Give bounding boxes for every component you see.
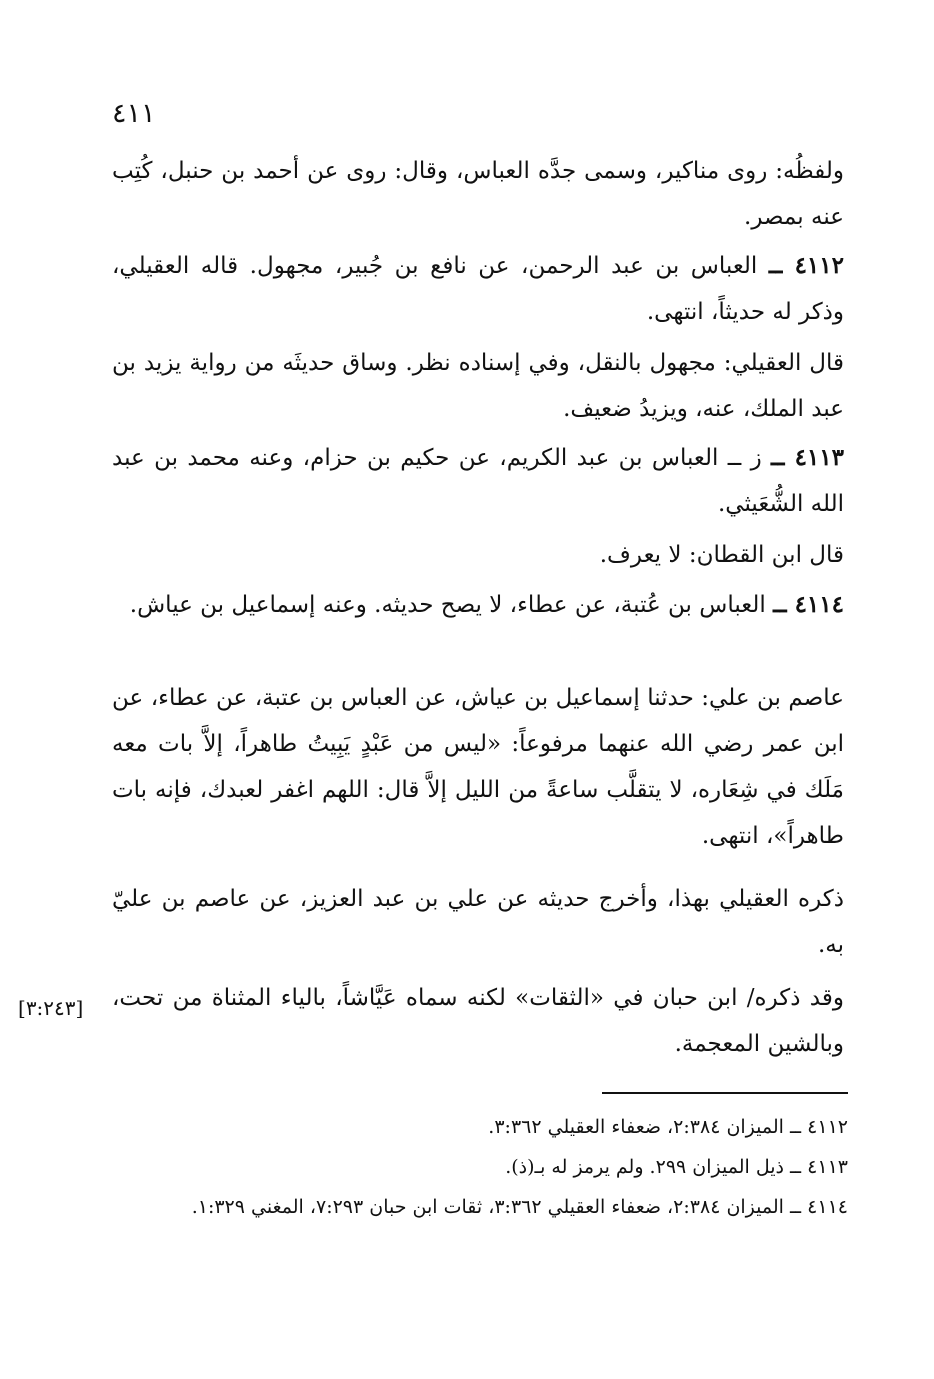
- entry-4113: [112, 435, 844, 527]
- paragraph-9: [112, 975, 844, 1067]
- footnote-4113: ٤١١٣ ــ ذيل الميزان ٢٩٩. ولم يرمز له بـ(ذ).: [505, 1156, 848, 1178]
- entry-text: ز ــ العباس بن عبد الكريم، عن حكيم بن حزام، وعنه محمد بن عبد الله الشُّعَيثي.: [112, 445, 844, 517]
- paragraph-text: قال ابن القطان: لا يعرف.: [599, 542, 844, 568]
- entry-text: العباس بن عبد الرحمن، عن نافع بن جُبير، مجهول. قاله العقيلي، وذكر له حديثاً، انتهى.: [112, 253, 844, 325]
- entry-number: ٤١١٣ ــ: [771, 444, 844, 471]
- footnote-divider: [602, 1092, 848, 1094]
- entry-number: ٤١١٢ ــ: [768, 252, 844, 279]
- paragraph-text: ذكره العقيلي بهذا، وأخرج حديثه عن علي بن عبد العزيز، عن عاصم بن عليّ به.: [112, 886, 844, 958]
- paragraph-text: وقد ذكره/ ابن حبان في «الثقات» لكنه سماه عَيَّاشاً، بالياء المثناة من تحت، وبالشين المعجمة.: [112, 985, 844, 1057]
- entry-4114: [112, 582, 844, 628]
- footnote-4112: ٤١١٢ ــ الميزان ٢:٣٨٤، ضعفاء العقيلي ٣:٣٦٢.: [488, 1116, 848, 1138]
- paragraph-7: [112, 675, 844, 859]
- paragraph-text: ولفظُه: روى مناكير، وسمى جدَّه العباس، وقال: روى عن أحمد بن حنبل، كُتِب عنه بمصر.: [112, 158, 844, 230]
- entry-text: العباس بن عُتبة، عن عطاء، لا يصح حديثه. وعنه إسماعيل بن عياش.: [129, 592, 774, 618]
- paragraph-1: [112, 148, 844, 240]
- side-reference: [٣:٢٤٣]: [18, 996, 84, 1020]
- footnote-4114: ٤١١٤ ــ الميزان ٢:٣٨٤، ضعفاء العقيلي ٣:٣٦٢، ثقات ابن حبان ٧:٢٩٣، المغني ١:٣٢٩.: [191, 1196, 848, 1218]
- page-number: ٤١١: [112, 98, 156, 129]
- paragraph-3: [112, 340, 844, 432]
- entry-4112: [112, 243, 844, 335]
- paragraph-8: [112, 876, 844, 968]
- paragraph-text: قال العقيلي: مجهول بالنقل، وفي إسناده نظر. وساق حديثَه من رواية يزيد بن عبد الملك، عنه، ويزيدُ ضعيف.: [112, 350, 844, 422]
- paragraph-text: عاصم بن علي: حدثنا إسماعيل بن عياش، عن العباس بن عتبة، عن عطاء، عن ابن عمر رضي الله عنهما مرفوعاً: «ليس من عَبْدٍ يَبِيتُ طاهراً، إلاَّ بات معه مَلَك في شِعَاره، لا يتقلَّب ساعةً من الليل إلاَّ قال: اللهم اغفر لعبدك، فإنه بات طاهراً»، انتهى.: [112, 685, 844, 849]
- paragraph-5: [112, 532, 844, 578]
- entry-number: ٤١١٤ ــ: [773, 591, 844, 618]
